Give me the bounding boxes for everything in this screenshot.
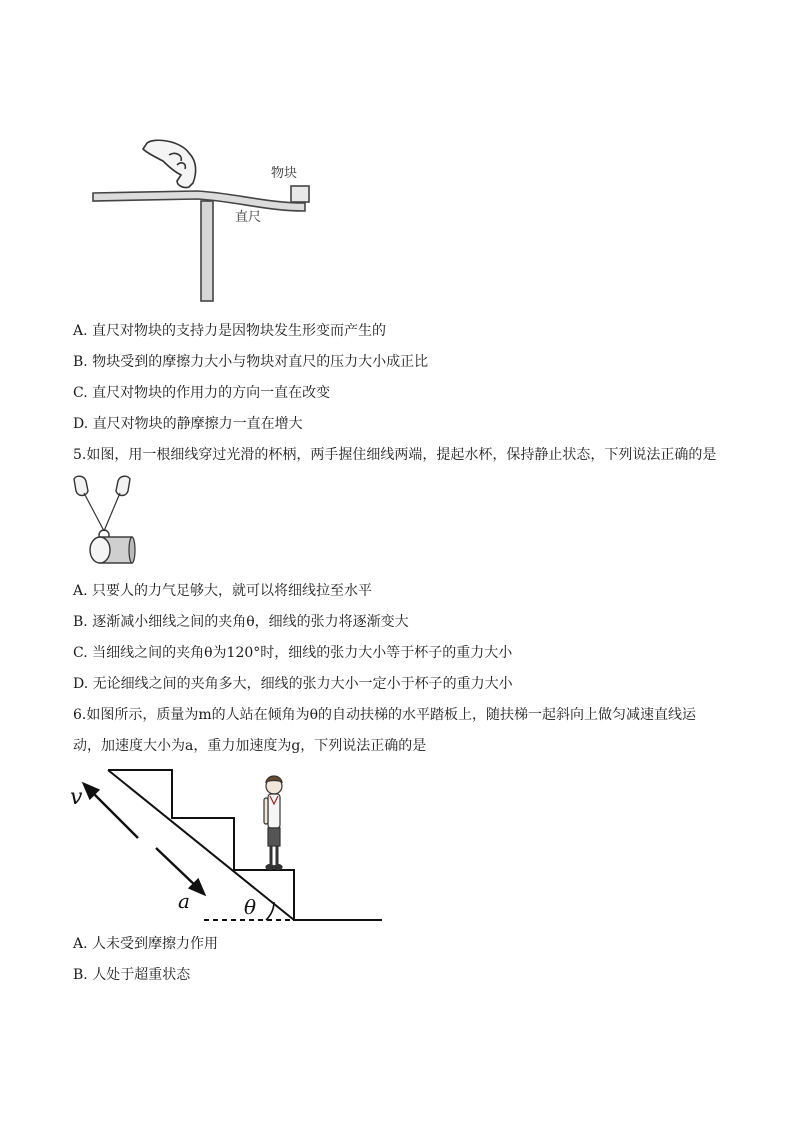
person-illustration: [264, 776, 282, 870]
angle-arc: [266, 902, 274, 920]
velocity-arrow: [84, 784, 138, 838]
cup-string-figure: [70, 473, 140, 569]
table-leg: [201, 201, 213, 301]
q4-option-b: B. 物块受到的摩擦力大小与物块对直尺的压力大小成正比: [73, 354, 429, 370]
q5-stem: 5.如图，用一根细线穿过光滑的杯柄，两手握住细线两端，提起水杯，保持静止状态，下列说法正确的是: [73, 447, 717, 463]
q4-option-c: C. 直尺对物块的作用力的方向一直在改变: [73, 385, 331, 401]
escalator-figure: [66, 764, 396, 928]
block: [291, 186, 309, 202]
q6-option-a: A. 人未受到摩擦力作用: [73, 936, 219, 952]
ruler-block-figure: [85, 135, 325, 305]
q5-option-b: B. 逐渐减小细线之间的夹角θ，细线的张力将逐渐变大: [73, 614, 409, 630]
q4-option-a: A. 直尺对物块的支持力是因物块发生形变而产生的: [73, 323, 387, 339]
q4-option-d: D. 直尺对物块的静摩擦力一直在增大: [73, 416, 303, 432]
acceleration-arrow: [156, 848, 204, 894]
hand-illustration: [143, 140, 196, 187]
block-label: 物块: [271, 166, 298, 181]
angle-label: θ: [244, 895, 257, 919]
q6-stem-line2: 动，加速度大小为a，重力加速度为g，下列说法正确的是: [73, 738, 427, 754]
acceleration-label: a: [178, 889, 190, 913]
q6-option-b: B. 人处于超重状态: [73, 967, 191, 983]
q5-option-c: C. 当细线之间的夹角θ为120°时，细线的张力大小等于杯子的重力大小: [73, 645, 513, 661]
q6-stem-line1: 6.如图所示，质量为m的人站在倾角为θ的自动扶梯的水平踏板上，随扶梯一起斜向上做匀减速直线运: [73, 707, 697, 723]
ruler-label: 直尺: [235, 210, 262, 225]
cup: [90, 537, 135, 563]
ruler: [93, 191, 305, 211]
q5-option-d: D. 无论细线之间的夹角多大，细线的张力大小一定小于杯子的重力大小: [73, 676, 513, 692]
q5-option-a: A. 只要人的力气足够大，就可以将细线拉至水平: [73, 583, 373, 599]
hands-illustration: [74, 476, 130, 495]
velocity-label: v: [70, 785, 83, 810]
